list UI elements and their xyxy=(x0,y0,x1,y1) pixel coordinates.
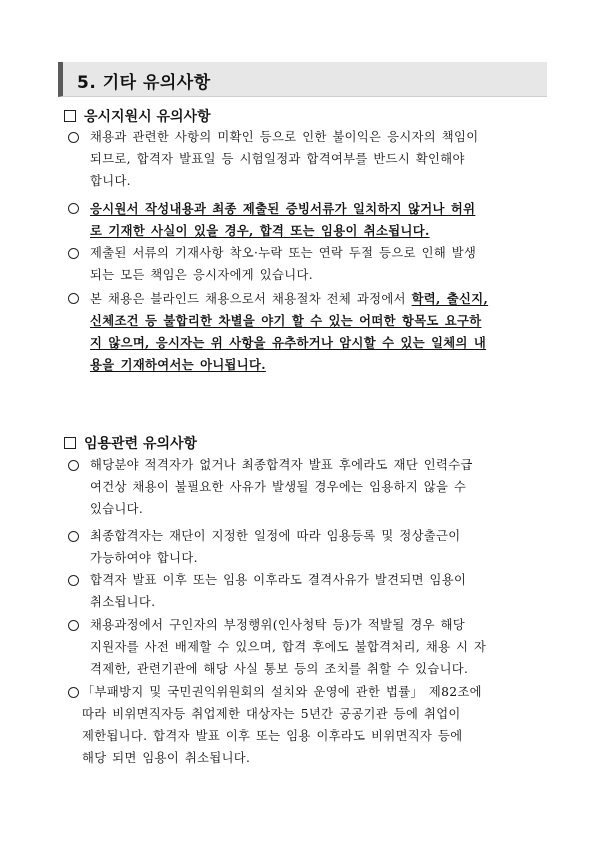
text-line: 제출된 서류의 기재사항 착오·누락 또는 연락 두절 등으로 인해 발생 xyxy=(90,246,477,260)
list-item xyxy=(68,529,546,573)
list-item-blind-hiring xyxy=(68,291,546,379)
list-item xyxy=(68,573,546,617)
text-line xyxy=(90,291,546,313)
list-item xyxy=(68,618,546,684)
circle-bullet-icon xyxy=(68,687,79,698)
circle-bullet-icon xyxy=(68,132,79,143)
text-line: 제한됩니다. 합격자 발표 이후 또는 임용 이후라도 비위면직자 등에 xyxy=(82,729,463,743)
list-item xyxy=(68,458,546,524)
circle-bullet-icon xyxy=(68,293,79,304)
text-line: 되는 모든 책임은 응시자에게 있습니다. xyxy=(90,268,313,282)
text-line: 최종합격자는 재단이 지정한 일정에 따라 임용등록 및 정상출근이 xyxy=(90,529,461,543)
text-segment-bold: 학력, 출신지, xyxy=(411,291,489,306)
text-segment: 본 채용은 블라인드 채용으로서 채용절차 전체 과정에서 xyxy=(90,292,412,306)
text-line-bold: 지 않으며, 응시자는 위 사항을 유추하거나 암시할 수 있는 일체의 내 xyxy=(90,335,487,350)
circle-bullet-icon xyxy=(68,575,79,586)
subsection-title-application xyxy=(64,106,211,126)
circle-bullet-icon xyxy=(68,460,79,471)
subsection-title-text: 응시지원시 유의사항 xyxy=(84,109,211,125)
text-line: 가능하여야 합니다. xyxy=(90,551,198,565)
page-title: 5. 기타 유의사항 xyxy=(77,73,211,93)
text-line: 취소됩니다. xyxy=(90,595,156,609)
list-item xyxy=(68,246,546,290)
text-line: 채용과 관련한 사항의 미확인 등으로 인한 불이익은 응시자의 책임이 xyxy=(90,130,479,144)
text-line: 합니다. xyxy=(90,174,131,188)
subsection-title-text: 임용관련 유의사항 xyxy=(84,436,198,452)
circle-bullet-icon xyxy=(68,531,79,542)
circle-bullet-icon xyxy=(68,620,79,631)
text-line: 격제한, 관련기관에 해당 사실 통보 등의 조치를 취할 수 있습니다. xyxy=(90,662,469,676)
text-line: 여건상 채용이 불필요한 사유가 발생될 경우에는 임용하지 않을 수 xyxy=(90,480,467,494)
list-item-emphasis xyxy=(68,201,546,245)
checkbox-square-icon xyxy=(64,437,76,449)
list-item xyxy=(68,685,546,773)
list-item xyxy=(68,130,546,196)
text-line: 있습니다. xyxy=(90,502,144,516)
text-line: 지원자를 사전 배제할 수 있으며, 합격 후에도 불합격처리, 채용 시 자 xyxy=(90,640,487,654)
text-line-bold: 신체조건 등 불합리한 차별을 야기 할 수 있는 어떠한 항목도 요구하 xyxy=(90,313,482,328)
checkbox-square-icon xyxy=(64,110,76,122)
text-line: 해당 되면 임용이 취소됩니다. xyxy=(82,751,251,765)
circle-bullet-icon xyxy=(68,248,79,259)
subsection-title-appointment xyxy=(64,433,197,453)
text-line: 채용과정에서 구인자의 부정행위(인사청탁 등)가 적발될 경우 해당 xyxy=(90,618,466,632)
text-line-bold: 용을 기재하여서는 아니됩니다. xyxy=(90,357,266,372)
circle-bullet-icon xyxy=(68,203,79,214)
text-line-bold: 로 기재한 사실이 있을 경우, 합격 또는 임용이 취소됩니다. xyxy=(90,223,430,238)
text-line: 따라 비위면직자등 취업제한 대상자는 5년간 공공기관 등에 취업이 xyxy=(82,707,461,721)
text-line: 합격자 발표 이후 또는 임용 이후라도 결격사유가 발견되면 임용이 xyxy=(90,573,467,587)
text-line: 되므로, 합격자 발표일 등 시험일정과 합격여부를 반드시 확인해야 xyxy=(90,152,465,166)
text-line: 해당분야 적격자가 없거나 최종합격자 발표 후에라도 재단 인력수급 xyxy=(90,458,473,472)
section-header xyxy=(58,62,547,97)
text-line: 「부패방지 및 국민권익위원회의 설치와 운영에 관한 법률」 제82조에 xyxy=(82,685,482,699)
text-line-bold: 응시원서 작성내용과 최종 제출된 증빙서류가 일치하지 않거나 허위 xyxy=(90,201,476,216)
